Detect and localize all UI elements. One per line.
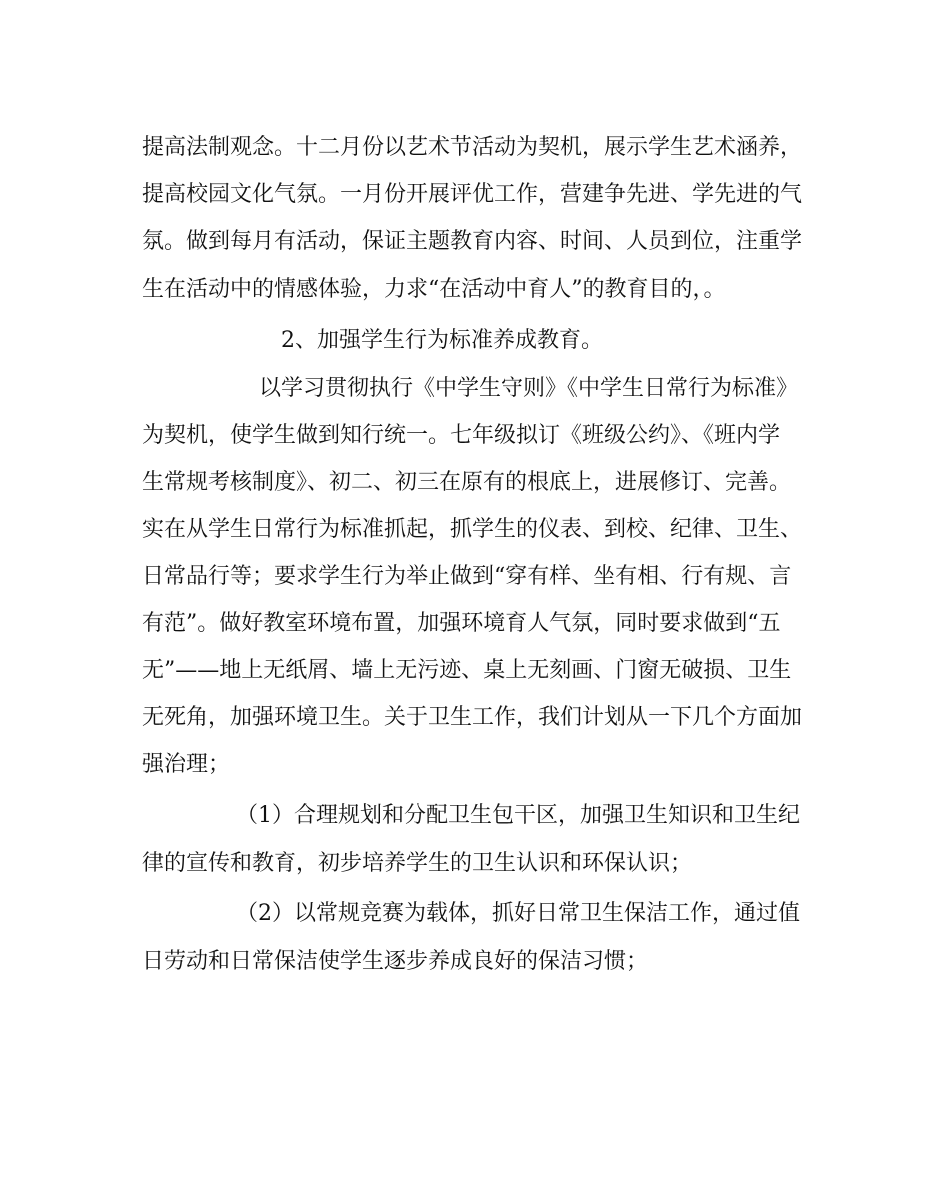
paragraph-line: 律的宣传和教育，初步培养学生的卫生认识和环保认识；: [142, 851, 693, 876]
list-item: （1）合理规划和分配卫生包干区，加强卫生知识和卫生纪: [236, 803, 800, 828]
paragraph-line: 提高法制观念。十二月份以艺术节活动为契机，展示学生艺术涵养，: [142, 135, 803, 160]
paragraph-line: 生在活动中的情感体验，力求“在活动中育人”的教育目的，。: [142, 277, 726, 302]
list-item: （2）以常规竞赛为载体，抓好日常卫生保洁工作，通过值: [236, 901, 800, 926]
paragraph-line: 以学习贯彻执行《中学生守则》《中学生日常行为标准》: [259, 376, 799, 401]
section-heading: 2、加强学生行为标准养成教育。: [281, 328, 603, 353]
paragraph-line: 日常品行等；要求学生行为举止做到“穿有样、坐有相、行有规、言: [142, 564, 792, 589]
paragraph-line: 提高校园文化气氛。一月份开展评优工作，营建争先进、学先进的气: [142, 182, 803, 207]
paragraph-line: 有范”。做好教室环境布置，加强环境育人气氛，同时要求做到“五: [142, 611, 781, 636]
paragraph-line: 氛。做到每月有活动，保证主题教育内容、时间、人员到位，注重学: [142, 229, 803, 254]
paragraph-line: 实在从学生日常行为标准抓起，抓学生的仪表、到校、纪律、卫生、: [142, 517, 803, 542]
paragraph-line: 日劳动和日常保洁使学生逐步养成良好的保洁习惯；: [142, 949, 649, 974]
paragraph-line: 生常规考核制度》、初二、初三在原有的根底上，进展修订、完善。: [142, 470, 792, 495]
paragraph-line: 无”——地上无纸屑、墙上无污迹、桌上无刻画、门窗无破损、卫生: [142, 658, 792, 683]
paragraph-line: 强治理；: [142, 752, 231, 777]
paragraph-line: 无死角，加强环境卫生。关于卫生工作，我们计划从一下几个方面加: [142, 705, 803, 730]
paragraph-line: 为契机，使学生做到知行统一。七年级拟订《班级公约》、《班内学: [142, 423, 781, 448]
